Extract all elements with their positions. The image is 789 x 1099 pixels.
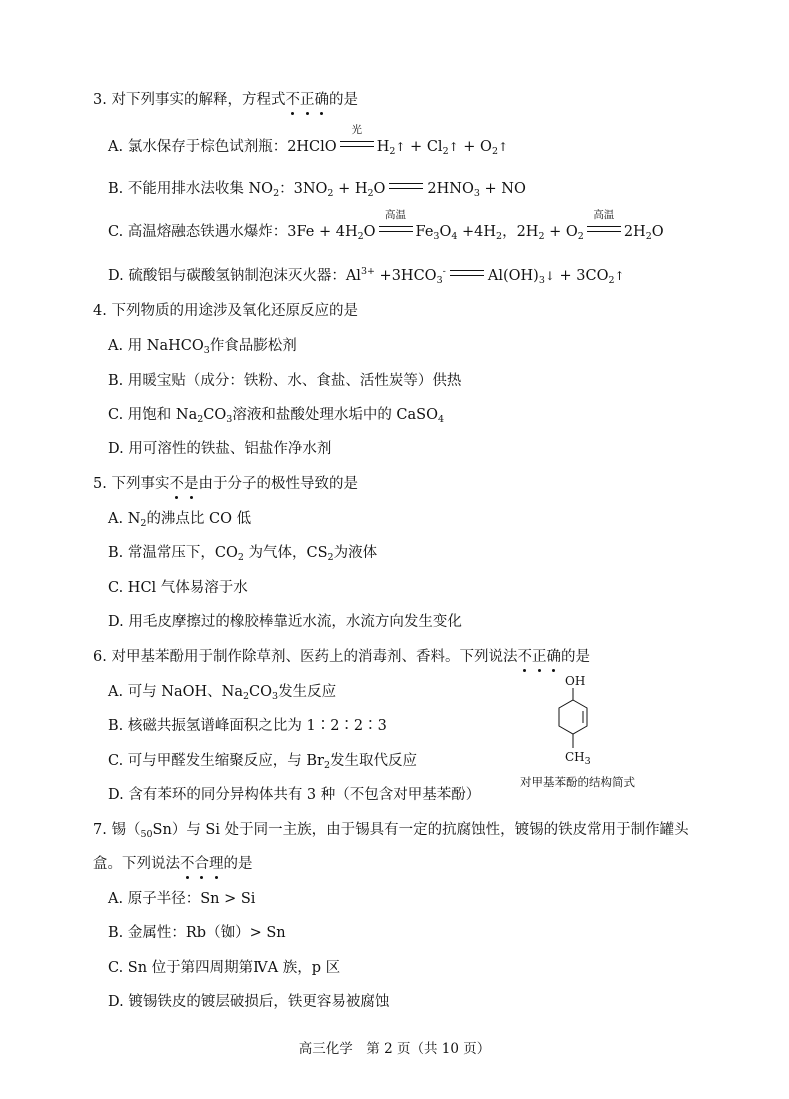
page-footer: 高三化学 第 2 页（共 10 页）: [298, 1041, 491, 1057]
structure-caption: 对甲基苯酚的结构简式: [520, 775, 635, 789]
question-6-stem: 6. 对甲基苯酚用于制作除草剂、医药上的消毒剂、香料。下列说法不正确的是: [93, 649, 590, 665]
structure-oh-label: OH: [565, 674, 586, 688]
question-7-stem: 7. 锡$(_{50}Sn)$与 Si 处于同一主族，由于锡具有一定的抗腐蚀性，镀锡的铁皮常用于制作罐头: [93, 822, 689, 840]
question-3-option-d: D. 硫酸铝与碳酸氢钠制泡沫灭火器：$Al^{3+} +3HCO_3^-$ $Al(OH)_3↓$ + $3CO_2↑$: [108, 266, 625, 286]
question-4-stem: 4. 下列物质的用途涉及氧化还原反应的是: [93, 303, 358, 319]
question-4-option-d: D. 用可溶性的铁盐、铝盐作净水剂: [108, 441, 332, 457]
question-5-option-b: B. 常温常压下，$CO_2$ 为气体，$CS_2$为液体: [108, 545, 378, 563]
question-4-option-a: A. 用 NaHCO$_3$作食品膨松剂: [108, 338, 297, 356]
question-5-option-d: D. 用毛皮摩擦过的橡胶棒靠近水流，水流方向发生变化: [108, 614, 462, 630]
question-5-option-a: A. $N_2$的沸点比 CO 低: [108, 511, 252, 529]
question-3-option-b: B. 不能用排水法收集 $NO_2$：$3NO_2 + H_2O$ $2HNO_3$ + NO: [108, 181, 526, 199]
question-6-option-c: C. 可与甲醛发生缩聚反应，与 $Br_2$发生取代反应: [108, 753, 418, 771]
question-6-option-d: D. 含有苯环的同分异构体共有 3 种（不包含对甲基苯酚）: [108, 787, 481, 803]
question-7-option-c: C. Sn 位于第四周期第ⅣA 族，p 区: [108, 960, 341, 976]
question-7-stem-continued: 盒。下列说法不合理的是: [93, 856, 253, 872]
question-5-stem: 5. 下列事实不是由于分子的极性导致的是: [93, 476, 358, 492]
question-4-option-c: C. 用饱和 $Na_2CO_3$溶液和盐酸处理水垢中的 CaSO$_4$: [108, 407, 445, 425]
question-7-option-b: B. 金属性：Rb（铷）> Sn: [108, 925, 286, 941]
question-6-option-b: B. 核磁共振氢谱峰面积之比为 1∶2∶2∶3: [108, 718, 387, 734]
question-6-option-a: A. 可与 NaOH、$Na_2CO_3$发生反应: [108, 684, 337, 702]
question-4-option-b: B. 用暖宝贴（成分：铁粉、水、食盐、活性炭等）供热: [108, 373, 462, 389]
question-3-option-a: A. 氯水保存于棕色试剂瓶：2HClO 光 $H_2↑$ + $Cl_2↑$ + $O_2↑$: [108, 124, 509, 157]
question-3-option-c: C. 高温熔融态铁遇水爆炸：$3Fe + 4H_2O$ 高温 $Fe_3O_4 +4H_2$，$2H_2 + O_2$ 高温 $2H_2O$: [108, 209, 664, 242]
structure-ch3-label: $CH_3$: [565, 750, 591, 767]
question-3-stem: 3. 对下列事实的解释，方程式不正确的是: [93, 92, 358, 108]
question-7-option-a: A. 原子半径：Sn > Si: [108, 891, 256, 907]
question-7-option-d: D. 镀锡铁皮的镀层破损后，铁更容易被腐蚀: [108, 994, 390, 1010]
question-5-option-c: C. HCl 气体易溶于水: [108, 580, 248, 596]
p-cresol-structure: [520, 672, 650, 797]
